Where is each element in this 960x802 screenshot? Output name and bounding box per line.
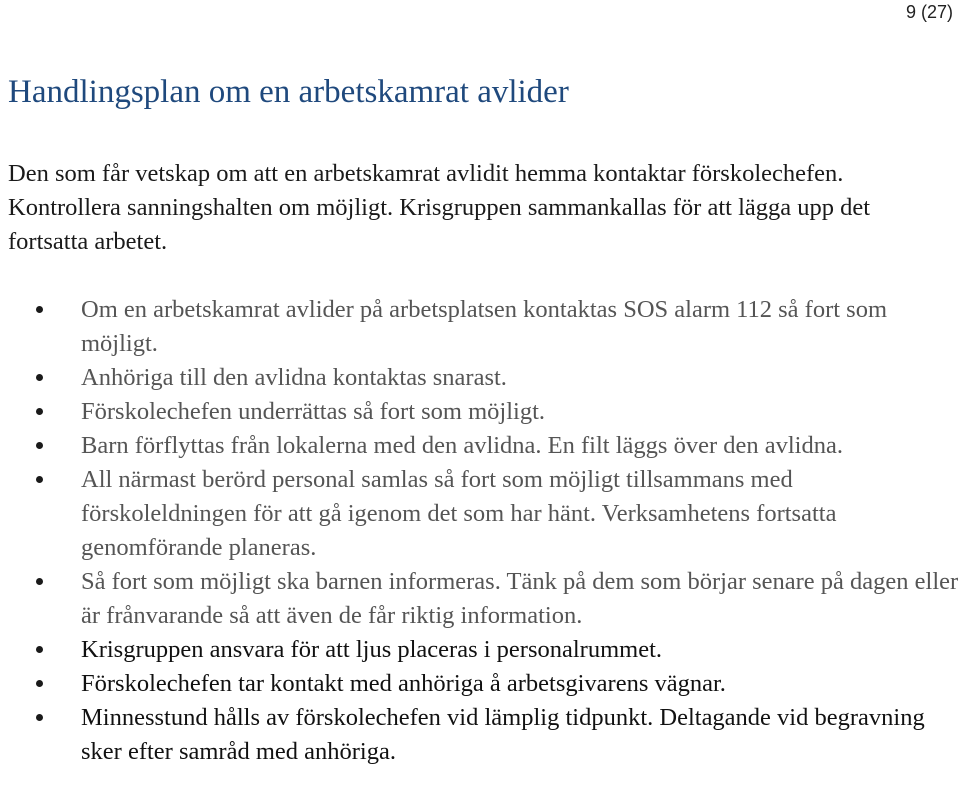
bullet-icon [36, 374, 43, 381]
list-item [0, 395, 960, 429]
list-item-text: Minnesstund hålls av förskolechefen vid lämplig tidpunkt. Deltagande vid begravning sker efter samråd med anhöriga. [81, 704, 925, 765]
page-number: 9 (27) [905, 2, 953, 22]
list-item-text: Förskolechefen underrättas så fort som möjligt. [81, 398, 546, 425]
intro-paragraph: Den som får vetskap om att en arbetskamrat avlidit hemma kontaktar förskolechefen. Kontrollera sanningshalten om möjligt. Krisgruppen sammankallas för att lägga upp det fortsatta arbetet. [8, 160, 871, 255]
list-item [0, 463, 960, 565]
list-item-text: Så fort som möjligt ska barnen informeras. Tänk på dem som börjar senare på dagen eller är frånvarande så att även de får riktig information. [81, 568, 959, 629]
list-item-text: Krisgruppen ansvara för att ljus placeras i personalrummet. [81, 636, 663, 663]
bullet-icon [36, 408, 43, 415]
action-list [0, 293, 960, 769]
list-item [0, 361, 960, 395]
bullet-icon [36, 306, 43, 313]
list-item [0, 429, 960, 463]
list-item-text: Förskolechefen tar kontakt med anhöriga å arbetsgivarens vägnar. [81, 670, 726, 697]
list-item-text: Anhöriga till den avlidna kontaktas snarast. [81, 364, 507, 391]
list-item [0, 667, 960, 701]
bullet-icon [36, 578, 43, 585]
bullet-icon [36, 476, 43, 483]
page-title: Handlingsplan om en arbetskamrat avlider [8, 74, 569, 110]
list-item [0, 293, 960, 361]
bullet-icon [36, 646, 43, 653]
list-item [0, 633, 960, 667]
list-item-text: Om en arbetskamrat avlider på arbetsplatsen kontaktas SOS alarm 112 så fort som möjligt. [81, 296, 888, 357]
list-item-text: All närmast berörd personal samlas så fort som möjligt tillsammans med förskoleldningen för att gå igenom det som har hänt. Verksamhetens fortsatta genomförande planeras. [81, 466, 837, 561]
bullet-icon [36, 714, 43, 721]
bullet-icon [36, 442, 43, 449]
list-item-text: Barn förflyttas från lokalerna med den avlidna. En filt läggs över den avlidna. [81, 432, 843, 459]
list-item [0, 565, 960, 633]
bullet-icon [36, 680, 43, 687]
list-item [0, 701, 960, 769]
